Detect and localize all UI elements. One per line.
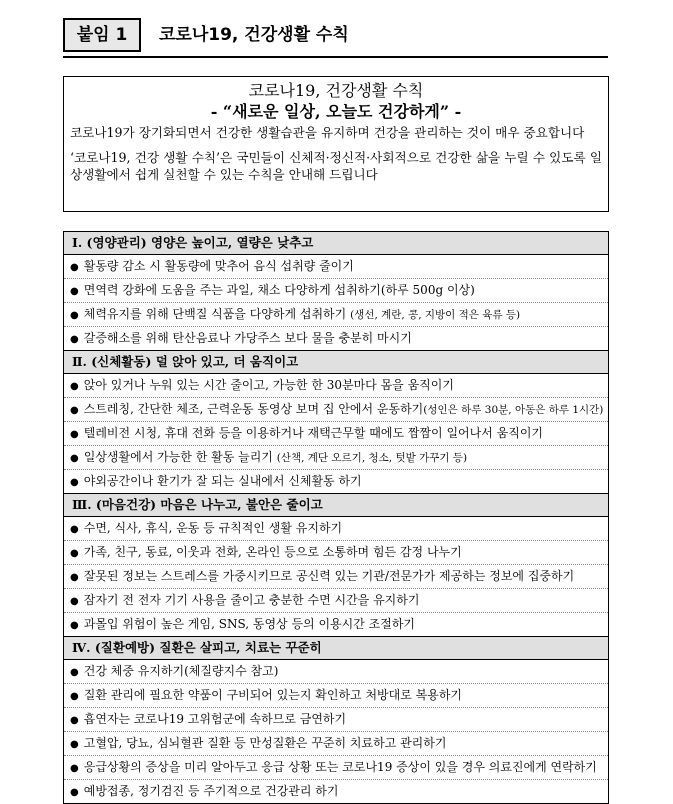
- item-text: 예방접종, 정기검진 등 주기적으로 건강관리 하기: [83, 784, 339, 798]
- item-text: 앉아 있거나 누워 있는 시간 줄이고, 가능한 한 30분마다 몸을 움직이기: [83, 378, 454, 392]
- rule-section: [64, 351, 608, 494]
- rule-section: [64, 232, 608, 351]
- bullet-icon: ●: [70, 405, 79, 416]
- intro-paragraph: 코로나19가 장기화되면서 건강한 생활습관을 유지하며 건강을 관리하는 것이 매우 중요합니다: [70, 125, 585, 140]
- section-title: Ⅲ. (마음건강) 마음은 나누고, 불안은 줄이고: [64, 494, 608, 517]
- bullet-icon: ●: [70, 262, 79, 273]
- bullet-icon: ●: [70, 381, 79, 392]
- item-text: 일상생활에서 가능한 한 활동 늘리기: [83, 450, 277, 464]
- bullet-icon: ●: [70, 286, 79, 297]
- bullet-icon: ●: [70, 548, 79, 559]
- list-item: [64, 660, 608, 683]
- bullet-icon: ●: [70, 524, 79, 535]
- list-item: [64, 683, 608, 707]
- item-text: 질환 관리에 필요한 약품이 구비되어 있는지 확인하고 처방대로 복용하기: [83, 688, 463, 702]
- section-title: Ⅳ. (질환예방) 질환은 살피고, 치료는 꾸준히: [64, 637, 608, 660]
- list-item: [64, 731, 608, 755]
- header-title: 코로나19, 건강생활 수칙: [159, 25, 349, 45]
- item-text: 과몰입 위험이 높은 게임, SNS, 동영상 등의 이용시간 조절하기: [83, 617, 416, 631]
- item-text: 면역력 강화에 도움을 주는 과일, 채소 다양하게 섭취하기(하루 500g 이상): [83, 283, 475, 297]
- list-item: [64, 707, 608, 731]
- list-item: [64, 517, 608, 540]
- bullet-icon: ●: [70, 667, 79, 678]
- bullet-icon: ●: [70, 310, 79, 321]
- item-note: (성인은 하루 30분, 아동은 하루 1시간): [423, 404, 604, 416]
- bullet-icon: ●: [70, 572, 79, 583]
- item-text: 텔레비전 시청, 휴대 전화 등을 이용하거나 재택근무할 때에도 짬짬이 일어나서 움직이기: [83, 426, 544, 440]
- item-text: 건강 체중 유지하기(체질량지수 참고): [83, 664, 279, 678]
- item-text: 갈증해소를 위해 탄산음료나 가당주스 보다 물을 충분히 마시기: [83, 331, 412, 345]
- item-note: (산책, 계단 오르기, 청소, 텃밭 가꾸기 등): [276, 452, 468, 464]
- list-item: [64, 540, 608, 564]
- list-item: [64, 255, 608, 278]
- list-item: [64, 374, 608, 397]
- bullet-icon: ●: [70, 334, 79, 345]
- intro-title: 코로나19, 건강생활 수칙: [248, 81, 424, 100]
- list-item: [64, 469, 608, 493]
- bullet-icon: ●: [70, 596, 79, 607]
- list-item: [64, 326, 608, 350]
- list-item: [64, 612, 608, 636]
- rule-list: [64, 660, 608, 803]
- bullet-icon: ●: [70, 691, 79, 702]
- item-text: 가족, 친구, 동료, 이웃과 전화, 온라인 등으로 소통하며 힘든 감정 나누기: [83, 545, 462, 559]
- rule-list: [64, 255, 608, 350]
- item-text: 흡연자는 코로나19 고위험군에 속하므로 금연하기: [83, 712, 347, 726]
- item-text: 스트레칭, 간단한 체조, 근력운동 동영상 보며 집 안에서 운동하기: [83, 402, 424, 416]
- list-item: [64, 755, 608, 779]
- intro-box: [63, 76, 609, 212]
- bullet-icon: ●: [70, 429, 79, 440]
- list-item: [64, 564, 608, 588]
- health-rules-table: [63, 231, 609, 804]
- item-text: 고혈압, 당뇨, 심뇌혈관 질환 등 만성질환은 꾸준히 치료하고 관리하기: [83, 736, 447, 750]
- bullet-icon: ●: [70, 453, 79, 464]
- item-text: 응급상황의 증상을 미리 알아두고 응급 상황 또는 코로나19 증상이 있을 경우 의료진에게 연락하기: [83, 760, 597, 774]
- item-text: 체력유지를 위해 단백질 식품을 다양하게 섭취하기: [83, 307, 351, 321]
- list-item: [64, 397, 608, 421]
- section-title: Ⅱ. (신체활동) 덜 앉아 있고, 더 움직이고: [64, 351, 608, 374]
- item-text: 야외공간이나 환기가 잘 되는 실내에서 신체활동 하기: [83, 474, 362, 488]
- bullet-icon: ●: [70, 763, 79, 774]
- rule-list: [64, 517, 608, 636]
- list-item: [64, 445, 608, 469]
- document-header: [63, 12, 608, 58]
- list-item: [64, 588, 608, 612]
- section-title: Ⅰ. (영양관리) 영양은 높이고, 열량은 낮추고: [64, 232, 608, 255]
- rule-section: [64, 637, 608, 803]
- item-text: 수면, 식사, 휴식, 운동 등 규칙적인 생활 유지하기: [83, 521, 343, 535]
- rule-list: [64, 374, 608, 493]
- item-text: 활동량 감소 시 활동량에 맞추어 음식 섭취량 줄이기: [83, 259, 354, 273]
- bullet-icon: ●: [70, 787, 79, 798]
- bullet-icon: ●: [70, 620, 79, 631]
- item-text: 잠자기 전 전자 기기 사용을 줄이고 충분한 수면 시간을 유지하기: [83, 593, 420, 607]
- intro-subtitle: - “새로운 일상, 오늘도 건강하게” -: [210, 102, 462, 121]
- bullet-icon: ●: [70, 477, 79, 488]
- bullet-icon: ●: [70, 739, 79, 750]
- header-rule: [63, 56, 608, 58]
- attachment-tag: 붙임 1: [63, 18, 141, 52]
- list-item: [64, 779, 608, 803]
- item-text: 잘못된 정보는 스트레스를 가중시키므로 공신력 있는 기관/전문가가 제공하는 정보에 집중하기: [83, 569, 575, 583]
- item-note: (생선, 계란, 콩, 지방이 적은 육류 등): [350, 309, 521, 321]
- bullet-icon: ●: [70, 715, 79, 726]
- rule-section: [64, 494, 608, 637]
- list-item: [64, 421, 608, 445]
- intro-paragraph: ‘코로나19, 건강 생활 수칙’은 국민들이 신체적·정신적·사회적으로 건강한 삶을 누릴 수 있도록 일상생활에서 쉽게 실천할 수 있는 수칙을 안내해 드립니다: [70, 150, 602, 182]
- list-item: [64, 278, 608, 302]
- list-item: [64, 302, 608, 326]
